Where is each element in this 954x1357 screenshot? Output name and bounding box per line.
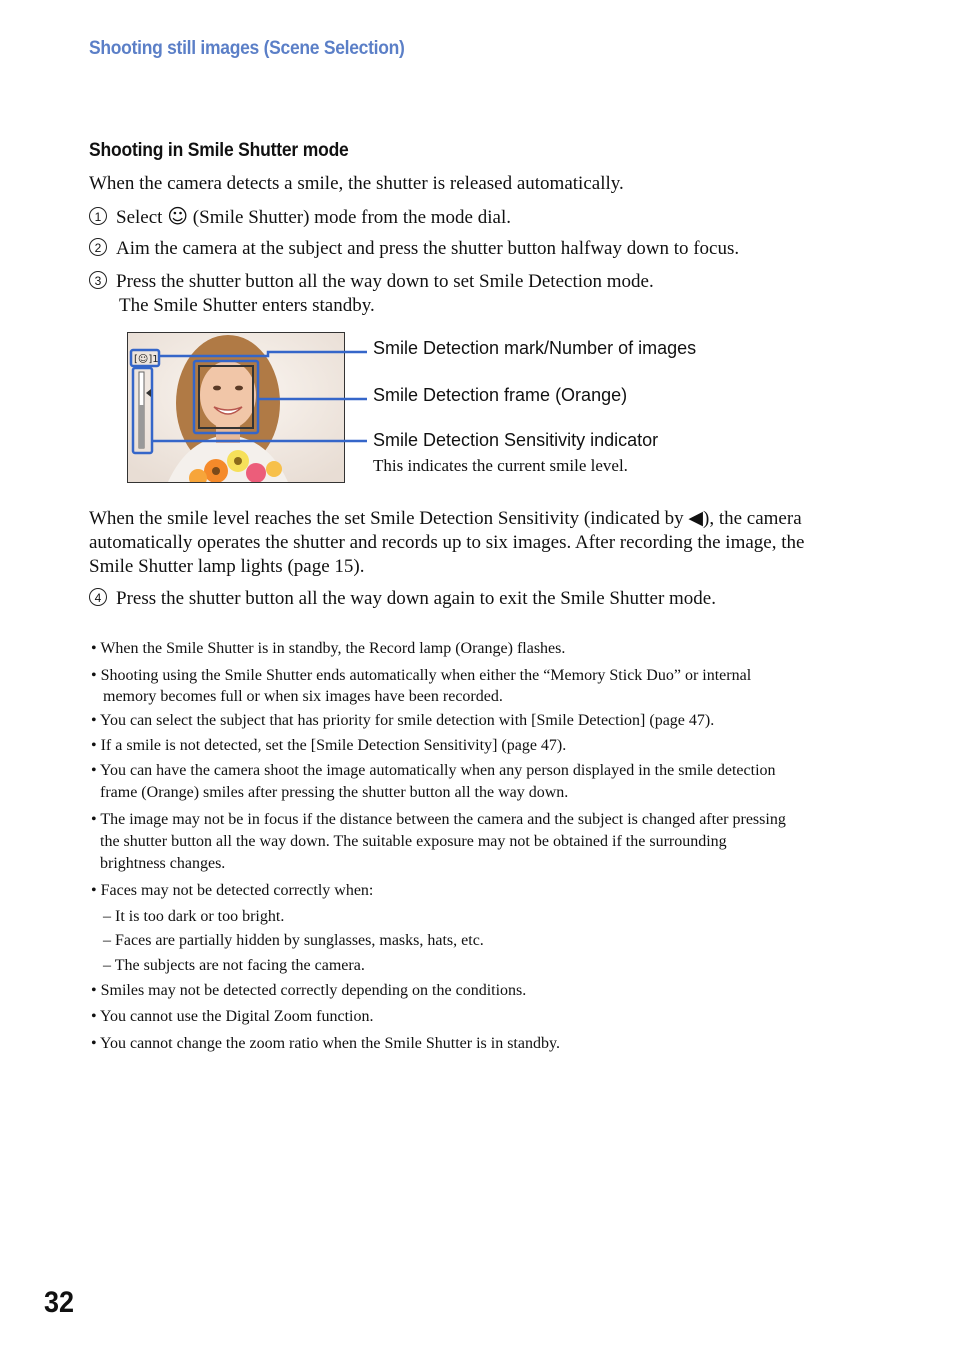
note-item-continued: frame (Orange) smiles after pressing the shutter button all the way down.	[100, 784, 569, 801]
note-item: • You cannot change the zoom ratio when the Smile Shutter is in standby.	[91, 1035, 560, 1052]
note-item-continued: memory becomes full or when six images have been recorded.	[103, 688, 503, 705]
paragraph-line: When the smile level reaches the set Smile Detection Sensitivity (indicated by ◀), the camera	[89, 508, 802, 529]
step-number: 4	[89, 588, 107, 606]
paragraph-line: Smile Shutter lamp lights (page 15).	[89, 556, 365, 577]
note-subitem: – Faces are partially hidden by sunglasses, masks, hats, etc.	[103, 932, 484, 949]
note-item-continued: the shutter button all the way down. The suitable exposure may not be obtained if the surrounding	[100, 833, 727, 850]
note-item: • You cannot use the Digital Zoom function.	[91, 1008, 374, 1025]
page-number: 32	[44, 1286, 75, 1319]
callout-indicator-label: Smile Detection Sensitivity indicator	[373, 430, 659, 450]
note-subitem: – The subjects are not facing the camera.	[103, 957, 365, 974]
paragraph-line: automatically operates the shutter and records up to six images. After recording the image, the	[89, 532, 805, 553]
step-number: 2	[89, 238, 107, 256]
note-item: • Smiles may not be detected correctly depending on the conditions.	[91, 982, 527, 999]
step-number: 3	[89, 271, 107, 289]
smile-icon: ☺	[167, 204, 189, 228]
callout-indicator-subtext: This indicates the current smile level.	[373, 456, 628, 475]
step-3-subtext: The Smile Shutter enters standby.	[119, 295, 375, 316]
note-item: • Shooting using the Smile Shutter ends automatically when either the “Memory Stick Duo” or internal	[91, 667, 752, 684]
note-item: • The image may not be in focus if the distance between the camera and the subject is changed after pressing	[91, 811, 786, 828]
note-subitem: – It is too dark or too bright.	[103, 908, 285, 925]
step-text: Select	[116, 207, 163, 228]
note-item: • Faces may not be detected correctly when:	[91, 882, 374, 899]
note-item: • You can have the camera shoot the image automatically when any person displayed in the smile detection	[91, 762, 776, 779]
step-number: 1	[89, 207, 107, 225]
note-item: • If a smile is not detected, set the [Smile Detection Sensitivity] (page 47).	[91, 737, 567, 754]
note-item: • When the Smile Shutter is in standby, the Record lamp (Orange) flashes.	[91, 640, 566, 657]
step-text: (Smile Shutter) mode from the mode dial.	[192, 207, 511, 228]
callout-frame-label: Smile Detection frame (Orange)	[373, 385, 628, 405]
step-text: Press the shutter button all the way down to set Smile Detection mode.	[116, 271, 654, 292]
callout-lines	[0, 0, 954, 500]
note-item: • You can select the subject that has priority for smile detection with [Smile Detection] (page 47).	[91, 712, 715, 729]
intro-text: When the camera detects a smile, the shutter is released automatically.	[89, 173, 624, 194]
callout-mark-label: Smile Detection mark/Number of images	[373, 338, 697, 358]
step-text: Press the shutter button all the way down again to exit the Smile Shutter mode.	[116, 588, 716, 609]
section-title: Shooting still images (Scene Selection)	[89, 38, 405, 59]
step-text: Aim the camera at the subject and press the shutter button halfway down to focus.	[116, 238, 740, 259]
mark-label: [☺]1	[134, 354, 159, 365]
step-4	[89, 587, 716, 611]
note-item-continued: brightness changes.	[100, 855, 226, 872]
page-heading: Shooting in Smile Shutter mode	[89, 140, 349, 161]
